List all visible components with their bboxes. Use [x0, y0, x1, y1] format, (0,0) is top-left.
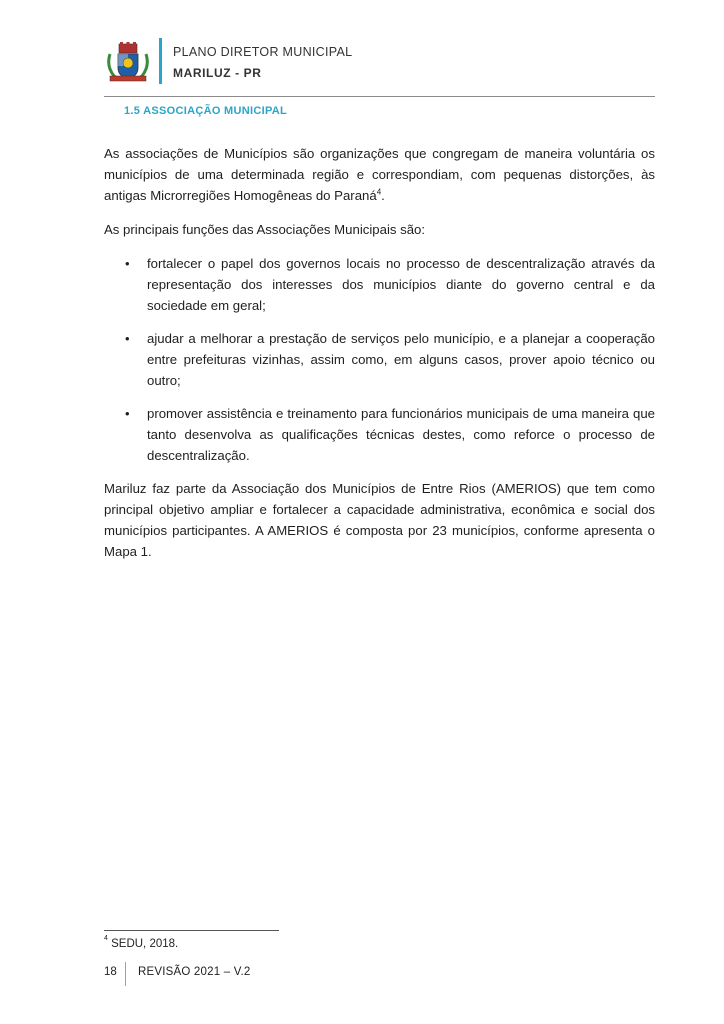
- coat-of-arms-icon: [104, 40, 152, 82]
- footnote-text: SEDU, 2018.: [107, 938, 179, 950]
- body-content: [104, 143, 655, 575]
- document-title: PLANO DIRETOR MUNICIPAL: [173, 45, 353, 59]
- list-item-text: promover assistência e treinamento para funcionários municipais de uma maneira que tanto desenvolva as qualificações técnicas destes, como reforce o processo de descentralização.: [147, 406, 655, 463]
- paragraph-amerios: Mariluz faz parte da Associação dos Municípios de Entre Rios (AMERIOS) que tem como principal objetivo ampliar e fortalecer a capacidade administrativa, econômica e social dos municípios participantes. A AMERIOS é composta por 23 municípios, conforme apresenta o Mapa 1.: [104, 481, 655, 559]
- footer-accent-bar: [125, 962, 126, 986]
- footnote-reference[interactable]: 4: [376, 187, 382, 197]
- functions-list: [104, 253, 655, 466]
- paragraph-intro-end: .: [381, 188, 385, 203]
- bullet-icon: •: [125, 256, 130, 271]
- list-item: [104, 403, 655, 466]
- header-divider: [104, 96, 655, 97]
- list-item: [104, 328, 655, 391]
- footnote: [104, 935, 179, 950]
- paragraph-intro-text: As associações de Municípios são organizações que congregam de maneira voluntária os municípios de uma determinada região e correspondiam, com pequenas distorções, às antigas Microrregiões Homogêneas do Paraná: [104, 146, 655, 203]
- footnote-marker: 4: [104, 935, 108, 942]
- bullet-icon: •: [125, 331, 130, 346]
- bullet-icon: •: [125, 406, 130, 421]
- revision-label: REVISÃO 2021 – V.2: [138, 966, 251, 978]
- header-accent-bar: [159, 38, 162, 84]
- footnote-divider: [104, 930, 279, 931]
- section-heading: 1.5 ASSOCIAÇÃO MUNICIPAL: [124, 105, 288, 117]
- list-item-text: ajudar a melhorar a prestação de serviços pelo município, e a planejar a cooperação entre prefeituras vizinhas, assim como, em alguns casos, prover apoio técnico ou outro;: [147, 331, 655, 388]
- paragraph-functions-lead: As principais funções das Associações Municipais são:: [104, 222, 426, 237]
- page-header: [0, 0, 724, 100]
- paragraph-intro: [104, 143, 655, 206]
- list-item-text: fortalecer o papel dos governos locais no processo de descentralização através da representação dos interesses dos municípios diante do governo central e da sociedade em geral;: [147, 256, 655, 313]
- page-number: 18: [104, 966, 117, 978]
- document-subtitle: MARILUZ - PR: [173, 66, 262, 80]
- list-item: [104, 253, 655, 316]
